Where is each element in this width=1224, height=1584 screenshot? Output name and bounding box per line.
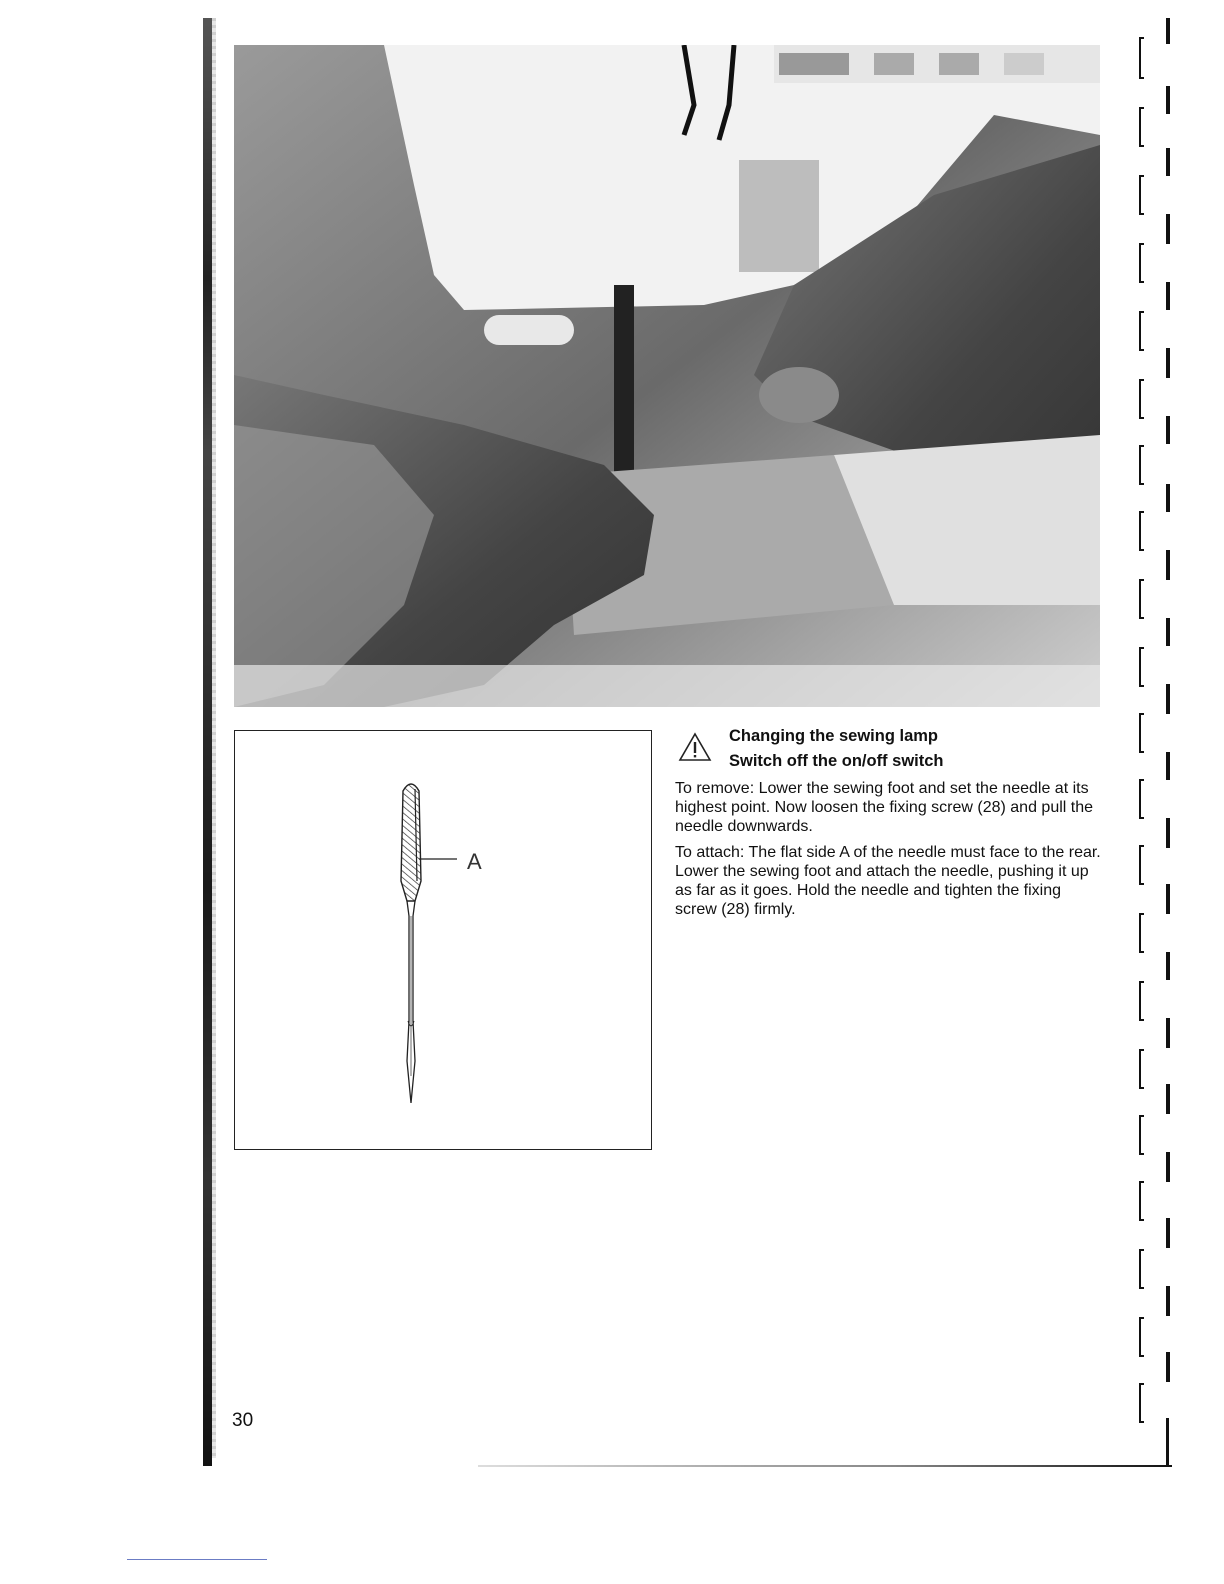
section-edge-shade (212, 18, 216, 1458)
warning-triangle-icon (678, 731, 712, 763)
section-edge-bar (203, 18, 212, 1466)
remove-instructions: To remove: Lower the sewing foot and set the needle at its highest point. Now loosen the fixing screw (28) and pull the needle downwards. (675, 780, 1094, 835)
photo-needle-change (234, 45, 1100, 707)
needle-diagram (235, 731, 653, 1151)
figure-label-a: A (467, 849, 482, 874)
binding-tab-marks (1130, 18, 1180, 1468)
bottom-rule (478, 1465, 1172, 1467)
page-number: 30 (232, 1410, 254, 1431)
attach-instructions: To attach: The flat side A of the needle must face to the rear. Lower the sewing foot and attach the needle, pushing it up as far as it goes. Hold the needle and tighten the fixing screw (28) firmly. (675, 844, 1101, 918)
warning-heading: Switch off the on/off switch (729, 752, 944, 770)
section-heading: Changing the sewing lamp (729, 727, 939, 745)
footer-line (127, 1559, 267, 1560)
needle-diagram-frame (234, 730, 652, 1150)
